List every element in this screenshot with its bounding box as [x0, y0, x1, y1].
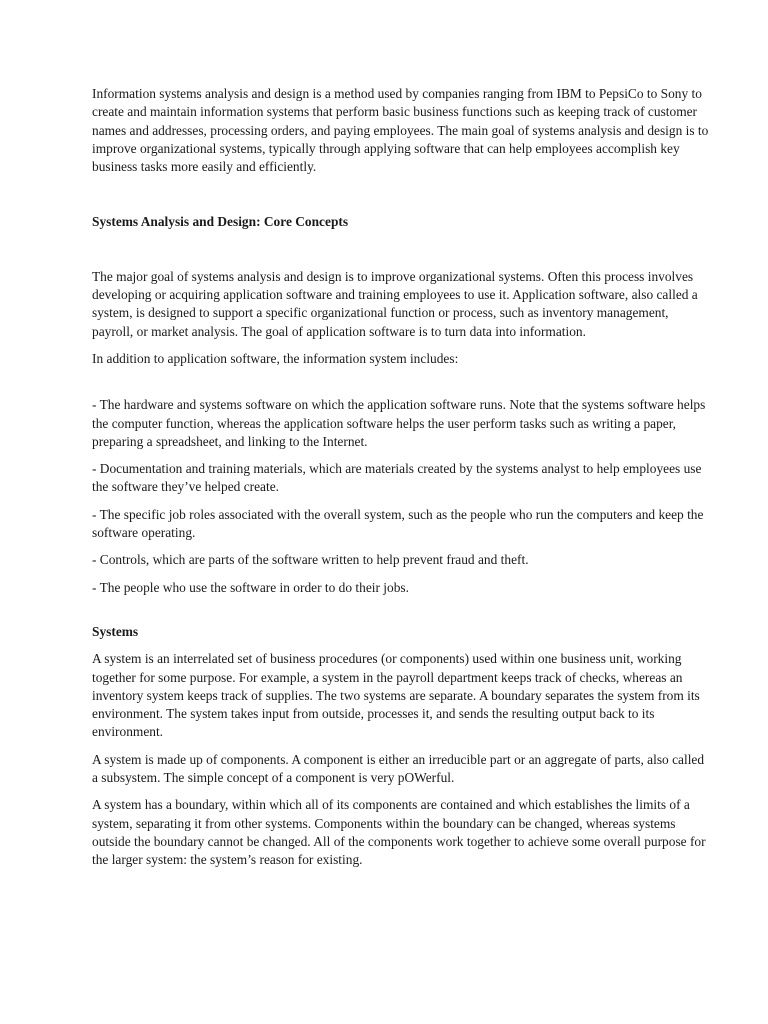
section-heading-systems: Systems	[92, 623, 139, 639]
systems-paragraph: A system is made up of components. A component is either an irreducible part or an aggregate of parts, also called a subsystem. The simple concept of a component is very pOWerful.	[92, 751, 705, 786]
list-item: - The people who use the software in order to do their jobs.	[92, 579, 409, 595]
document-page	[92, 85, 712, 870]
section-heading-core-concepts: Systems Analysis and Design: Core Concepts	[92, 214, 349, 230]
list-item: - The hardware and systems software on which the application software runs. Note that the systems software helps the computer function, whereas the application software helps the user perform tasks such as writing a paper, preparing a spreadsheet, and linking to the Internet.	[92, 397, 706, 449]
list-item: - Documentation and training materials, which are materials created by the systems analyst to help employees use the software they’ve helped create.	[92, 461, 702, 495]
includes-paragraph: In addition to application software, the information system includes:	[92, 350, 459, 366]
list-item: - The specific job roles associated with the overall system, such as the people who run the computers and keep the software operating.	[92, 506, 704, 541]
core-concepts-paragraph: The major goal of systems analysis and design is to improve organizational systems. Often this process involves developing or acquiring application software and training employees to use it. Application software, also called a system, is designed to support a specific organizational function or process, such as inventory management, payroll, or market analysis. The goal of application software is to turn data into information.	[92, 268, 698, 339]
systems-paragraph: A system is an interrelated set of business procedures (or components) used within one business unit, working together for some purpose. For example, a system in the payroll department keeps track of checks, whereas an inventory system keeps track of supplies. The two systems are separate. A boundary separates the system from its environment. The system takes input from outside, processes it, and sends the resulting output back to its environment.	[92, 651, 700, 740]
systems-paragraph: A system has a boundary, within which all of its components are contained and which establishes the limits of a system, separating it from other systems. Components within the boundary can be changed, whereas systems outside the boundary cannot be changed. All of the components work together to achieve some overall purpose for the larger system: the system’s reason for existing.	[92, 797, 706, 868]
list-item: - Controls, which are parts of the software written to help prevent fraud and theft.	[92, 552, 529, 568]
intro-paragraph: Information systems analysis and design is a method used by companies ranging from IBM to PepsiCo to Sony to create and maintain information systems that perform basic business functions such as keeping track of customer names and addresses, processing orders, and paying employees. The main goal of systems analysis and design is to improve organizational systems, typically through applying software that can help employees accomplish key business tasks more easily and efficiently.	[92, 86, 709, 175]
